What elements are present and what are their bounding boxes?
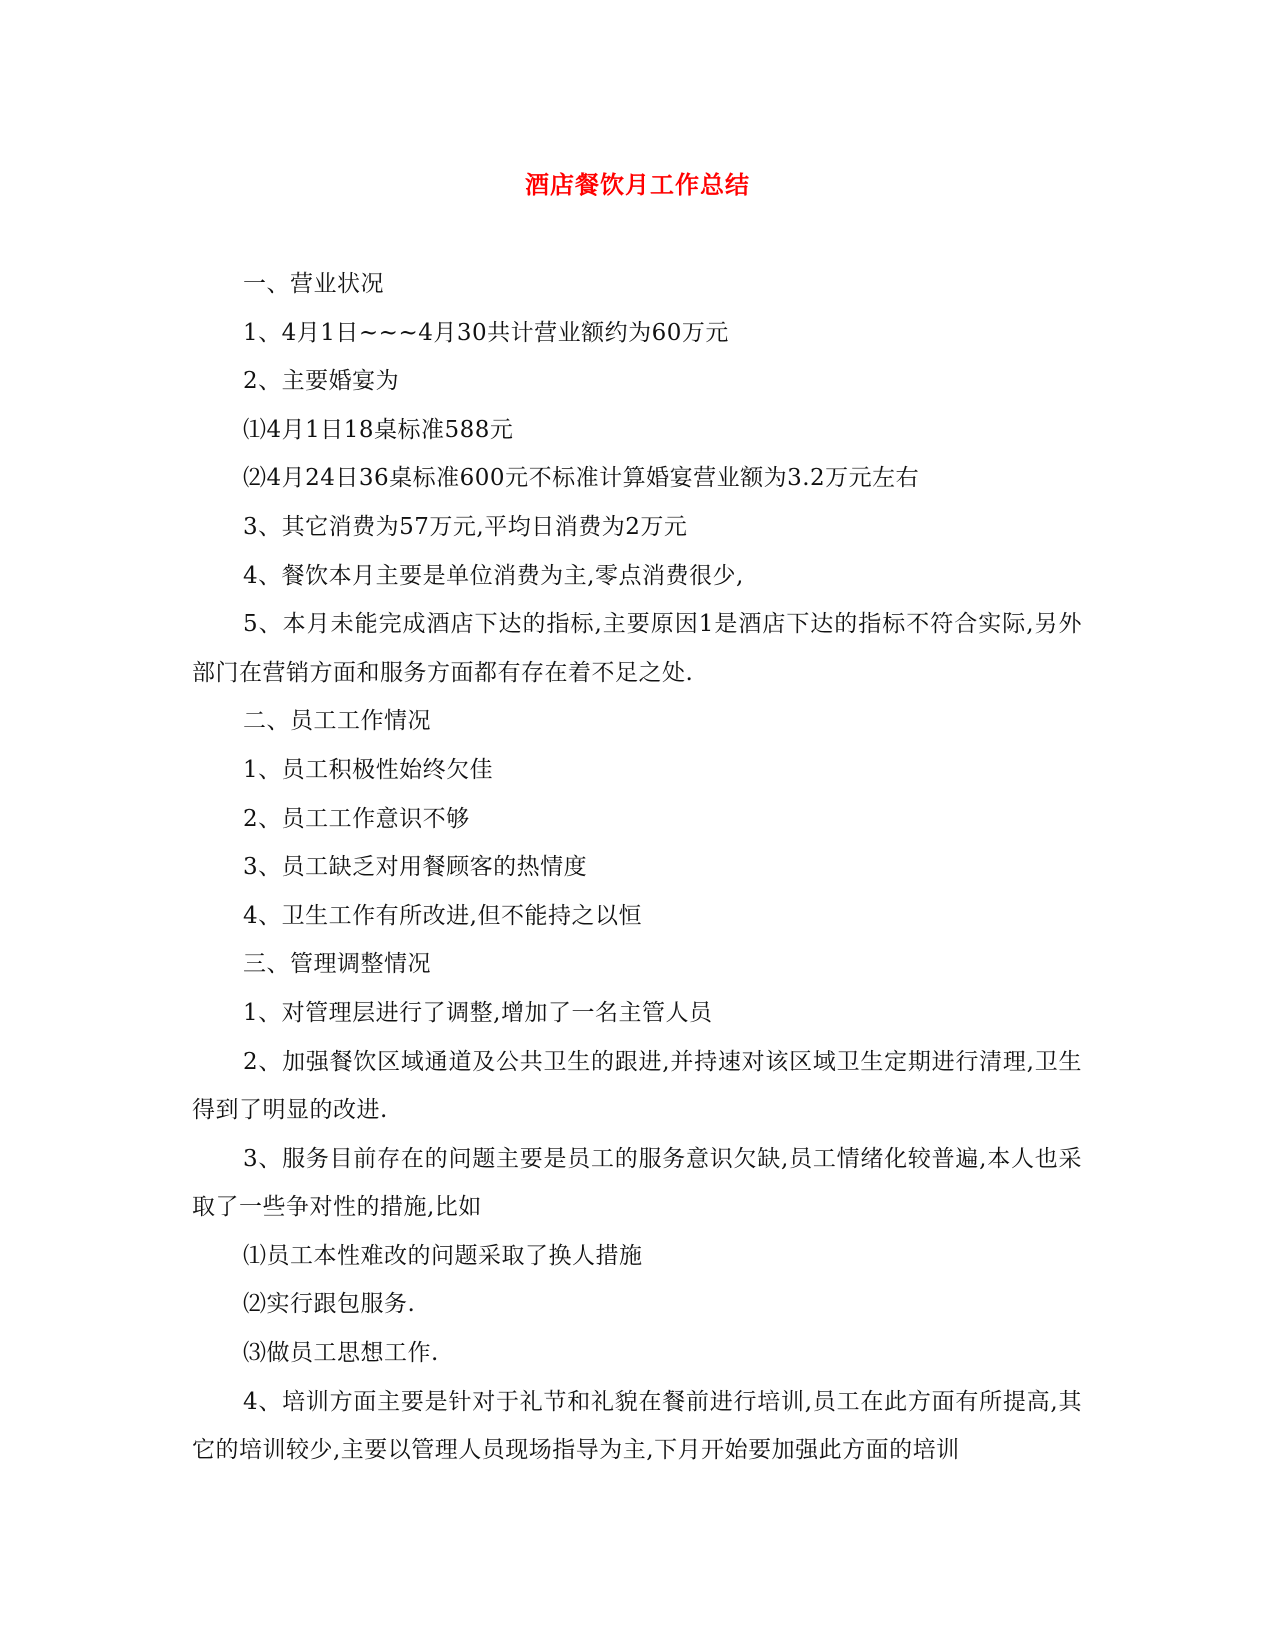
list-item: 1、员工积极性始终欠佳 <box>243 756 494 783</box>
list-item: 2、加强餐饮区域通道及公共卫生的跟进,并持速对该区域卫生定期进行清理,卫生得到了明显的改进. <box>192 1048 1082 1124</box>
list-item: 4、培训方面主要是针对于礼节和礼貌在餐前进行培训,员工在此方面有所提高,其它的培训较少,主要以管理人员现场指导为主,下月开始要加强此方面的培训 <box>192 1388 1082 1464</box>
sub-list-item: ⑶做员工思想工作. <box>243 1340 439 1367</box>
document-body <box>192 260 1082 1475</box>
list-item: 1、4月1日~~~4月30共计营业额约为60万元 <box>243 319 729 346</box>
list-item: 4、餐饮本月主要是单位消费为主,零点消费很少, <box>243 562 744 589</box>
list-item: 3、服务目前存在的问题主要是员工的服务意识欠缺,员工情绪化较普遍,本人也采取了一些争对性的措施,比如 <box>192 1145 1082 1221</box>
list-item: 1、对管理层进行了调整,增加了一名主管人员 <box>243 999 713 1026</box>
sub-list-item: ⑵4月24日36桌标准600元不标准计算婚宴营业额为3.2万元左右 <box>243 465 920 492</box>
section-heading: 一、营业状况 <box>243 271 384 297</box>
list-item: 5、本月未能完成酒店下达的指标,主要原因1是酒店下达的指标不符合实际,另外部门在营销方面和服务方面都有存在着不足之处. <box>192 611 1082 686</box>
document-title: 酒店餐饮月工作总结 <box>525 170 750 199</box>
list-item: 4、卫生工作有所改进,但不能持之以恒 <box>243 902 642 929</box>
list-item: 3、员工缺乏对用餐顾客的热情度 <box>243 854 588 881</box>
sub-list-item: ⑴4月1日18桌标准588元 <box>243 416 514 443</box>
list-item: 2、员工工作意识不够 <box>243 805 470 832</box>
section-heading: 二、员工工作情况 <box>243 708 431 735</box>
list-item: 3、其它消费为57万元,平均日消费为2万元 <box>243 513 688 540</box>
sub-list-item: ⑵实行跟包服务. <box>243 1291 416 1318</box>
section-heading: 三、管理调整情况 <box>243 951 431 978</box>
list-item: 2、主要婚宴为 <box>243 368 400 395</box>
sub-list-item: ⑴员工本性难改的问题采取了换人措施 <box>243 1242 643 1269</box>
